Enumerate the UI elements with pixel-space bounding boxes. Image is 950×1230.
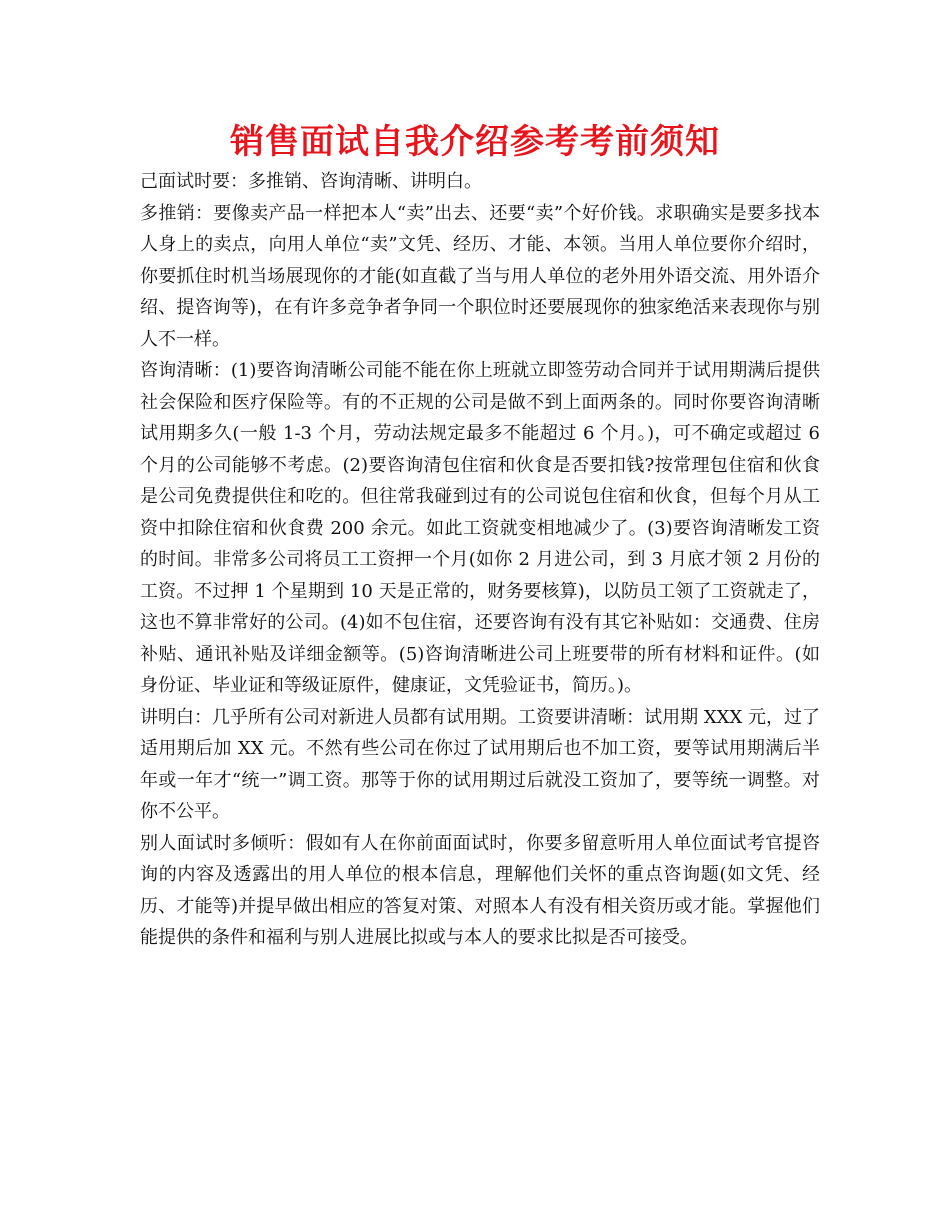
paragraph-listen: 别人面试时多倾听：假如有人在你前面面试时，你要多留意听用人单位面试考官提咨询的内容及透露出的用人单位的根本信息，理解他们关怀的重点咨询题(如文凭、经历、才能等)并提早做出相应的答复对策、对照本人有没有相关资历或才能。掌握他们能提供的条件和福利与别人进展比拟或与本人的要求比拟是否可接受。 [140,832,820,948]
document-body [140,166,820,954]
page-title: 销售面试自我介绍参考考前须知 [230,122,720,162]
paragraph-explain-clearly: 讲明白：几乎所有公司对新进人员都有试用期。工资要讲清晰：试用期 XXX 元，过了适用期后加 XX 元。不然有些公司在你过了试用期后也不加工资，要等试用期满后半年或一年才“统一”调工资。那等于你的试用期过后就没工资加了，要等统一调整。对你不公平。 [140,706,820,822]
paragraph-intro: 己面试时要：多推销、咨询清晰、讲明白。 [140,171,482,192]
paragraph-self-promotion: 多推销：要像卖产品一样把本人“卖”出去、还要“卖”个好价钱。求职确实是要多找本人身上的卖点，向用人单位“卖”文凭、经历、才能、本领。当用人单位要你介绍时，你要抓住时机当场展现你的才能(如直截了当与用人单位的老外用外语交流、用外语介绍、提咨询等)，在有许多竞争者争同一个职位时还要展现你的独家绝活来表现你与别人不一样。 [140,202,820,350]
paragraph-ask-clearly: 咨询清晰：(1)要咨询清晰公司能不能在你上班就立即签劳动合同并于试用期满后提供社会保险和医疗保险等。有的不正规的公司是做不到上面两条的。同时你要咨询清晰试用期多久(一般 1-3 个月，劳动法规定最多不能超过 6 个月。)，可不确定或超过 6 个月的公司能够不考虑。(2)要咨询清包住宿和伙食是否要扣钱?按常理包住宿和伙食是公司免费提供住和吃的。但往常我碰到过有的公司说包住宿和伙食，但每个月从工资中扣除住宿和伙食费 200 余元。如此工资就变相地减少了。(3)要咨询清晰发工资的时间。非常多公司将员工工资押一个月(如你 2 月进公司，到 3 月底才领 2 月份的工资。不过押 1 个星期到 10 天是正常的，财务要核算)，以防员工领了工资就走了，这也不算非常好的公司。(4)如不包住宿，还要咨询有没有其它补贴如：交通费、住房补贴、通讯补贴及详细金额等。(5)咨询清晰进公司上班要带的所有材料和证件。(如身份证、毕业证和等级证原件，健康证，文凭验证书，简历。)。 [140,360,820,696]
